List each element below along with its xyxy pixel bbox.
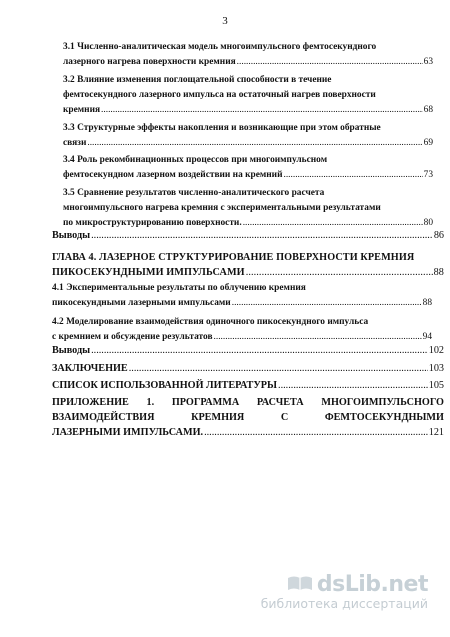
appendix-line-2 <box>52 410 444 425</box>
appendix-line-1 <box>52 395 444 410</box>
toc-entry-3-4[interactable] <box>63 153 433 183</box>
toc-text: многоимпульсного нагрева кремния с экспериментальными результатами <box>63 203 381 213</box>
page-number: 3 <box>222 15 228 27</box>
toc-text: 3.1 Численно-аналитическая модель многоимпульсного фемтосекундного <box>63 42 377 52</box>
toc-entry-3-5[interactable] <box>63 186 433 231</box>
toc-text: пикосекундными лазерными импульсами <box>52 298 231 308</box>
toc-entry-conclusions-3[interactable] <box>52 228 444 243</box>
toc-text: связи <box>63 138 87 148</box>
book-logo-icon <box>286 574 314 592</box>
toc-text: 3.5 Сравнение результатов численно-аналитического расчета <box>63 188 325 198</box>
toc-word: РАСЧЕТА <box>256 397 304 408</box>
leader-dots <box>278 378 428 393</box>
toc-entry-4-1[interactable] <box>52 281 432 311</box>
toc-entry-conclusions-4[interactable] <box>52 343 444 358</box>
toc-text: ГЛАВА 4. ЛАЗЕРНОЕ СТРУКТУРИРОВАНИЕ ПОВЕРХНОСТИ КРЕМНИЯ <box>52 252 415 263</box>
page-ref: 63 <box>423 57 433 67</box>
toc-word: 1. <box>146 397 155 408</box>
toc-text: ПИКОСЕКУНДНЫМИ ИМПУЛЬСАМИ <box>52 267 245 278</box>
toc-word: С <box>280 412 289 423</box>
toc-text: по микроструктурированию поверхности. <box>63 218 242 228</box>
toc-entry-conclusion[interactable] <box>52 361 444 376</box>
toc-text: 3.4 Роль рекомбинационных процессов при многоимпульсном <box>63 155 328 165</box>
leader-dots <box>232 296 422 311</box>
toc-entry-references[interactable] <box>52 378 444 393</box>
leader-dots <box>129 361 428 376</box>
leader-dots <box>91 343 428 358</box>
page-ref: 102 <box>428 345 444 356</box>
page-ref: 94 <box>422 332 432 342</box>
toc-text: кремния <box>63 105 101 115</box>
page-ref: 103 <box>428 363 444 374</box>
toc-entry-3-1[interactable] <box>63 40 433 70</box>
toc-text: СПИСОК ИСПОЛЬЗОВАННОЙ ЛИТЕРАТУРЫ <box>52 380 278 391</box>
page-ref: 69 <box>423 138 433 148</box>
toc-text: фемтосекундного лазерного импульса на остаточный нагрев поверхности <box>63 90 376 100</box>
leader-dots <box>101 103 423 118</box>
watermark-brand-text: dsLib.net <box>316 572 428 597</box>
toc-text: 4.2 Моделирование взаимодействия одиночного пикосекундного импульса <box>52 317 369 327</box>
page-ref: 88 <box>422 298 432 308</box>
toc-word: КРЕМНИЯ <box>191 412 245 423</box>
page-ref: 73 <box>423 170 433 180</box>
page-ref: 88 <box>433 267 444 278</box>
page-ref: 68 <box>423 105 433 115</box>
watermark <box>261 574 428 611</box>
toc-entry-chapter-4[interactable] <box>52 250 444 280</box>
toc-text: 4.1 Экспериментальные результаты по облучению кремния <box>52 283 306 293</box>
toc-text: 3.3 Структурные эффекты накопления и возникающие при этом обратные <box>63 123 381 133</box>
toc-word: ПРИЛОЖЕНИЕ <box>52 397 129 408</box>
leader-dots <box>204 425 428 440</box>
page-ref: 80 <box>423 218 433 228</box>
toc-word: МНОГОИМПУЛЬСНОГО <box>321 397 444 408</box>
toc-word: ВЗАИМОДЕЙСТВИЯ <box>52 412 155 423</box>
toc-text: ЗАКЛЮЧЕНИЕ <box>52 363 128 374</box>
leader-dots <box>246 265 433 280</box>
toc-text: 3.2 Влияние изменения поглощательной способности в течение <box>63 75 332 85</box>
page-ref: 121 <box>428 427 444 438</box>
toc-word: ФЕМТОСЕКУНДНЫМИ <box>324 412 444 423</box>
toc-entry-appendix[interactable] <box>52 395 444 440</box>
leader-dots <box>283 168 422 183</box>
watermark-brand <box>261 574 428 596</box>
toc-text: лазерного нагрева поверхности кремния <box>63 57 236 67</box>
watermark-subtitle: библиотека диссертаций <box>260 596 428 611</box>
toc-entry-3-3[interactable] <box>63 121 433 151</box>
toc-text: Выводы <box>52 230 91 241</box>
page-ref: 105 <box>428 380 444 391</box>
page-ref: 86 <box>433 230 444 241</box>
toc-text: Выводы <box>52 345 91 356</box>
leader-dots <box>237 55 423 70</box>
leader-dots <box>87 136 422 151</box>
toc-entry-4-2[interactable] <box>52 315 432 345</box>
toc-word: ПРОГРАММА <box>171 397 240 408</box>
toc-text: фемтосекундном лазерном воздействии на кремний <box>63 170 283 180</box>
toc-entry-3-2[interactable] <box>63 73 433 118</box>
toc-text: с кремнием и обсуждение результатов <box>52 332 213 342</box>
leader-dots <box>91 228 433 243</box>
toc-text: ЛАЗЕРНЫМИ ИМПУЛЬСАМИ. <box>52 427 204 438</box>
